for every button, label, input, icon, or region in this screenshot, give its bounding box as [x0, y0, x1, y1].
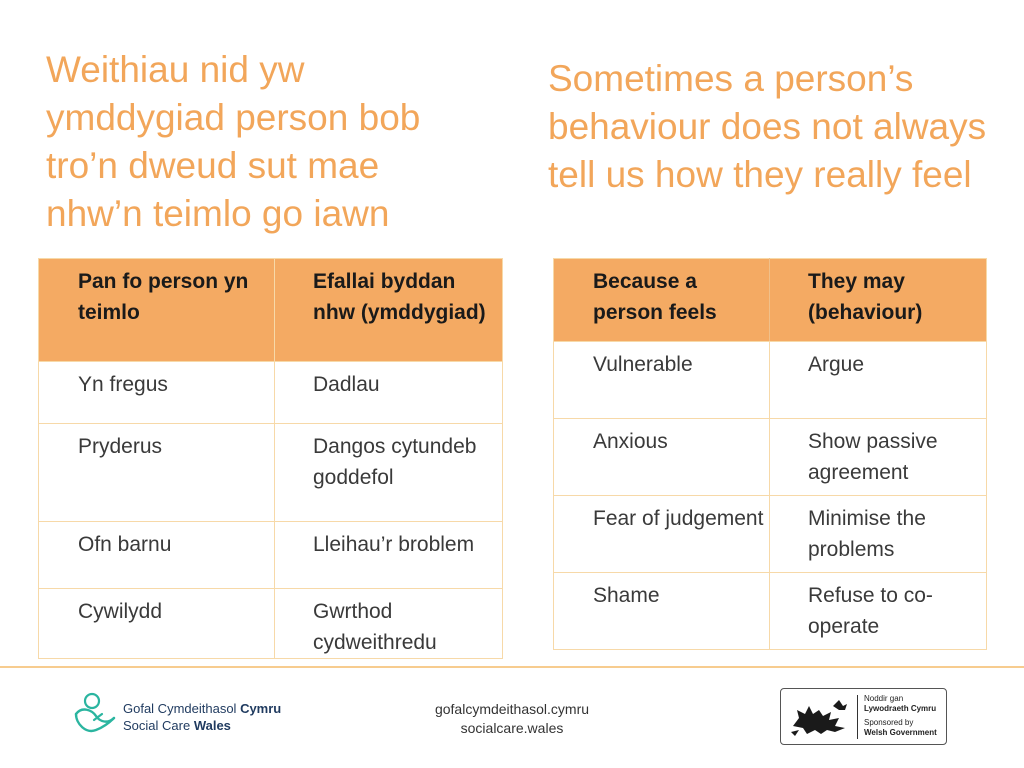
url-english[interactable]: socialcare.wales — [460, 720, 564, 736]
header-cell-feeling: Pan fo person yn teimlo — [39, 259, 275, 362]
cell-feeling: Ofn barnu — [39, 522, 275, 589]
table-row — [39, 522, 503, 589]
cell-feeling: Pryderus — [39, 424, 275, 522]
cell-feeling: Vulnerable — [554, 342, 770, 419]
table-row — [39, 589, 503, 659]
table-row — [554, 496, 987, 573]
sponsor-text — [864, 694, 937, 738]
table-row — [554, 573, 987, 650]
cell-behaviour: Argue — [770, 342, 987, 419]
table-english — [553, 258, 987, 650]
social-care-wales-logo-icon — [72, 690, 118, 738]
logo-text-line1-bold: Cymru — [240, 701, 282, 716]
cell-behaviour: Gwrthod cydweithredu — [275, 589, 503, 659]
cell-feeling: Fear of judgement — [554, 496, 770, 573]
logo-text-line1: Gofal Cymdeithasol — [123, 701, 241, 716]
social-care-wales-logo — [72, 690, 302, 740]
table-header-row — [554, 259, 987, 342]
sponsor-line1: Noddir gan — [864, 694, 904, 703]
footer-urls — [412, 700, 612, 738]
cell-feeling: Shame — [554, 573, 770, 650]
cell-feeling: Cywilydd — [39, 589, 275, 659]
header-cell-feeling: Because a person feels — [554, 259, 770, 342]
footer-divider — [0, 666, 1024, 668]
table-row — [39, 362, 503, 424]
cell-behaviour: Dangos cytundeb goddefol — [275, 424, 503, 522]
header-cell-behaviour: Efallai byddan nhw (ymddygiad) — [275, 259, 503, 362]
logo-text-line2: Social Care — [123, 718, 194, 733]
sponsor-line2: Lywodraeth Cymru — [864, 704, 937, 713]
welsh-dragon-icon — [789, 696, 851, 738]
cell-behaviour: Show passive agreement — [770, 419, 987, 496]
url-welsh[interactable]: gofalcymdeithasol.cymru — [434, 701, 590, 717]
header-cell-behaviour: They may (behaviour) — [770, 259, 987, 342]
logo-divider — [857, 695, 858, 739]
logo-text-line2-bold: Wales — [193, 718, 231, 733]
heading-welsh: Weithiau nid yw ymddygiad person bob tro’n dweud sut mae nhw’n teimlo go iawn — [46, 49, 421, 234]
sponsor-line3: Sponsored by — [864, 718, 914, 727]
cell-behaviour: Minimise the problems — [770, 496, 987, 573]
logo-wordmark — [123, 700, 281, 734]
table-row — [554, 419, 987, 496]
table-row — [39, 424, 503, 522]
table-header-row — [39, 259, 503, 362]
cell-feeling: Yn fregus — [39, 362, 275, 424]
table-welsh — [38, 258, 503, 659]
cell-behaviour: Lleihau’r broblem — [275, 522, 503, 589]
welsh-government-logo — [780, 688, 947, 745]
heading-english: Sometimes a person’s behaviour does not always tell us how they really feel — [548, 58, 987, 195]
cell-behaviour: Dadlau — [275, 362, 503, 424]
cell-feeling: Anxious — [554, 419, 770, 496]
sponsor-line4: Welsh Government — [864, 728, 937, 737]
cell-behaviour: Refuse to co-operate — [770, 573, 987, 650]
table-row — [554, 342, 987, 419]
